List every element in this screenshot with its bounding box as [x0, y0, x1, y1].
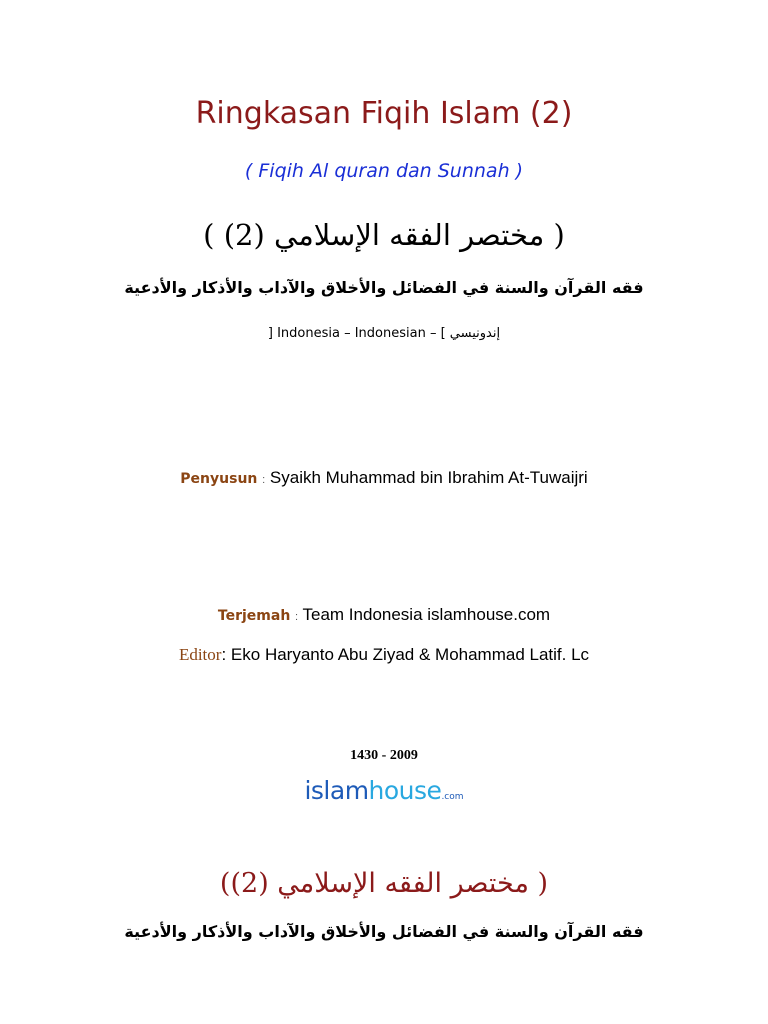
- terjemah-value: Team Indonesia islamhouse.com: [302, 605, 551, 624]
- arabic-subtitle-second: فقه القرآن والسنة في الفضائل والأخلاق والآداب والأذكار والأدعية: [124, 922, 644, 941]
- arabic-title-second: ( مختصر الفقه الإسلامي (2)): [219, 868, 549, 899]
- document-title: Ringkasan Fiqih Islam (2): [195, 96, 573, 131]
- year-label: 1430 - 2009: [350, 748, 418, 763]
- penyusun-separator: :: [262, 474, 266, 486]
- terjemah-line: [0, 605, 768, 625]
- language-label: ] Indonesia – Indonesian – [ إندونيسي: [267, 326, 501, 341]
- penyusun-value: Syaikh Muhammad bin Ibrahim At-Tuwaijri: [269, 468, 588, 487]
- penyusun-line: [0, 468, 768, 488]
- arabic-title: ( مختصر الفقه الإسلامي (2) ): [203, 218, 565, 252]
- document-subtitle: ( Fiqih Al quran dan Sunnah ): [244, 160, 524, 182]
- editor-separator: :: [221, 645, 227, 664]
- logo-part-islam: islam: [304, 776, 369, 805]
- editor-label: Editor: [178, 645, 222, 664]
- logo-part-com: .com: [441, 792, 464, 802]
- logo-part-house: house: [368, 776, 442, 805]
- terjemah-label: Terjemah: [217, 608, 291, 624]
- arabic-subtitle: فقه القرآن والسنة في الفضائل والأخلاق والآداب والأذكار والأدعية: [124, 278, 644, 297]
- language-line: [0, 326, 768, 341]
- islamhouse-logo: [0, 776, 768, 805]
- terjemah-separator: :: [295, 611, 299, 623]
- penyusun-label: Penyusun: [180, 471, 258, 487]
- editor-value: Eko Haryanto Abu Ziyad & Mohammad Latif. Lc: [230, 645, 590, 664]
- editor-line: [0, 645, 768, 665]
